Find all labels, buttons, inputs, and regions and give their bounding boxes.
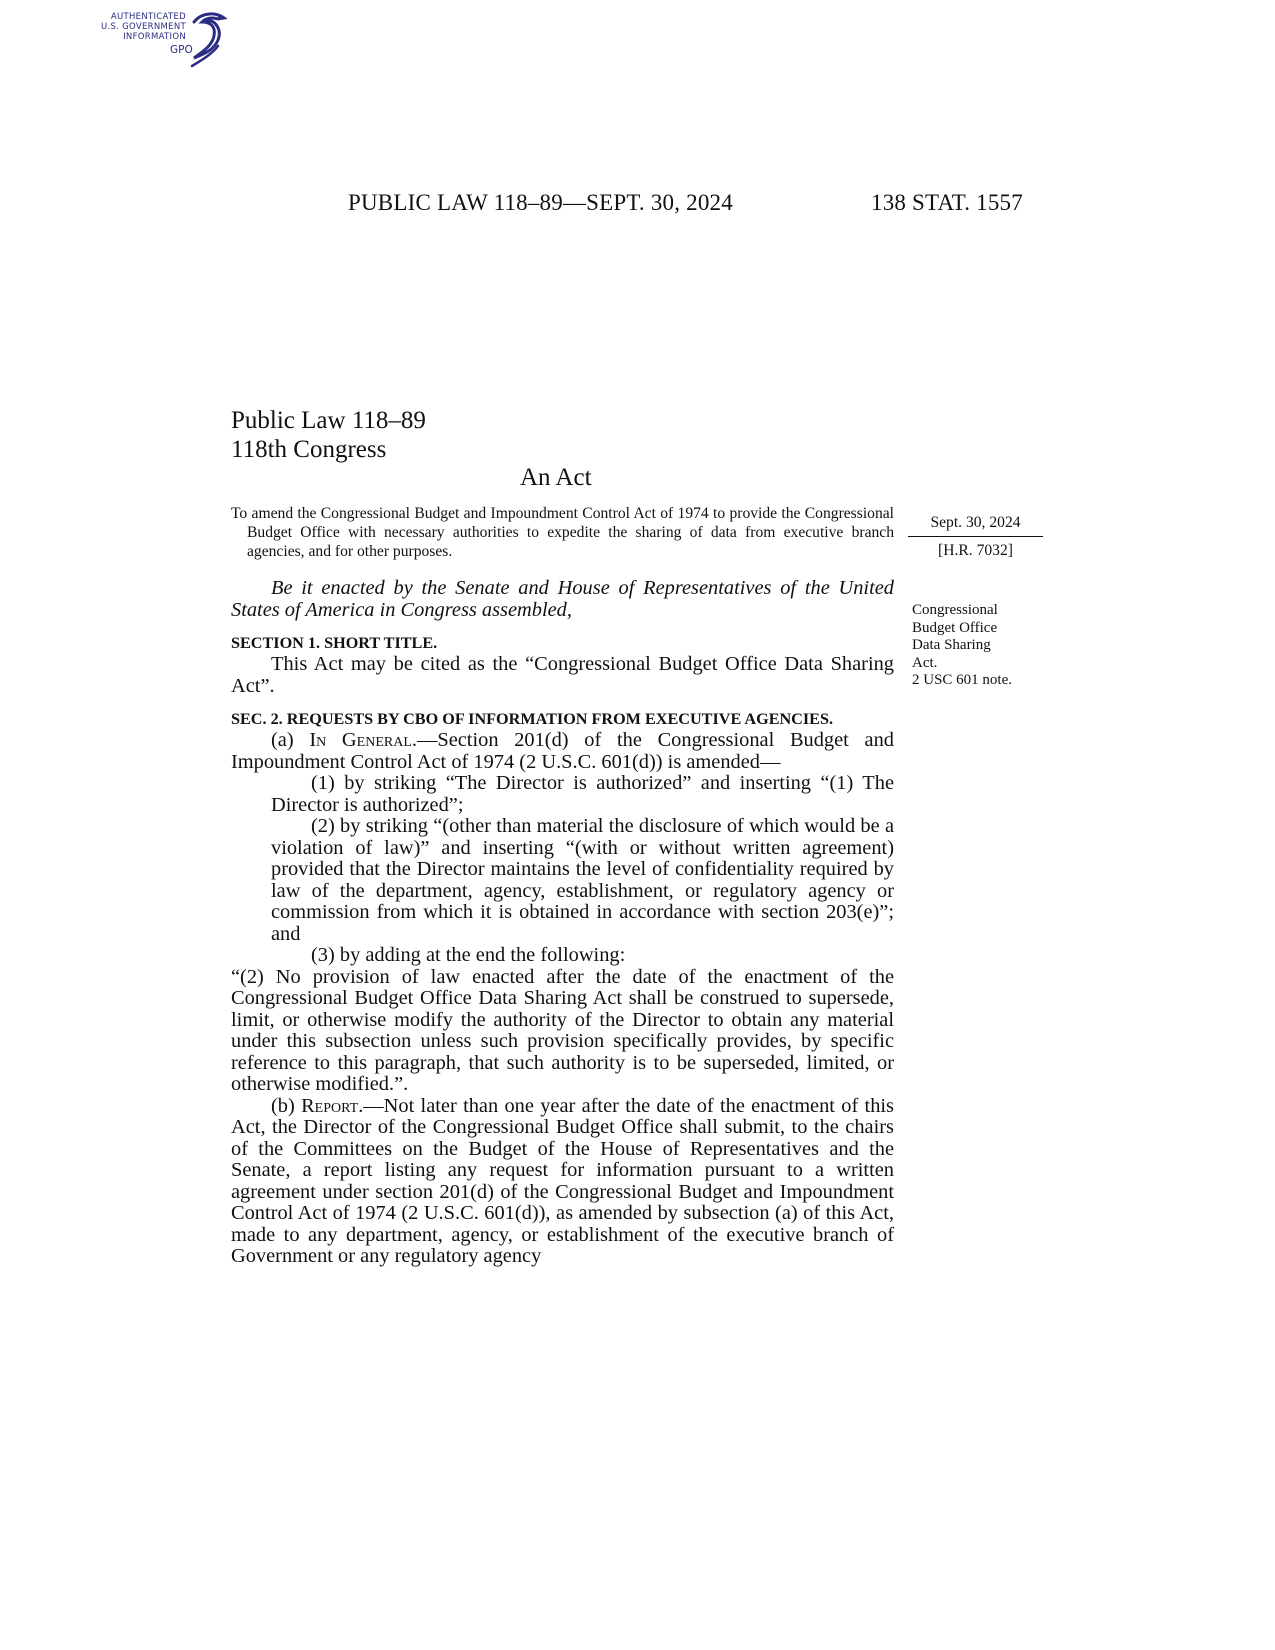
subsection-b-label: (b) bbox=[271, 1094, 302, 1117]
law-number: Public Law 118–89 bbox=[231, 407, 426, 434]
subsection-a-label: (a) bbox=[271, 729, 310, 751]
margin-note-line: Data Sharing bbox=[912, 637, 991, 653]
margin-citation: 2 USC 601 note. bbox=[912, 672, 1013, 688]
paragraph-1: (1) by striking “The Director is authorized” and inserting “(1) The Director is authorized”; bbox=[271, 772, 894, 816]
act-title: An Act bbox=[520, 464, 592, 491]
logo-line-3: INFORMATION bbox=[123, 32, 186, 42]
margin-note-line: Congressional bbox=[912, 602, 998, 618]
margin-note bbox=[912, 602, 1012, 690]
bill-number: [H.R. 7032] bbox=[938, 542, 1013, 559]
logo-line-1: AUTHENTICATED bbox=[110, 12, 186, 22]
congress-number: 118th Congress bbox=[231, 436, 387, 463]
subsection-a bbox=[231, 730, 894, 773]
section-1-text: This Act may be cited as the “Congressional Budget Office Data Sharing Act”. bbox=[231, 653, 894, 697]
subsection-b bbox=[231, 1096, 894, 1268]
margin-date-block bbox=[908, 514, 1043, 560]
quoted-amendment: “(2) No provision of law enacted after the date of the enactment of the Congressional Budget Office Data Sharing Act shall be construed to supersede, limit, or otherwise modify the authority of the Director to obtain any material under this subsection unless such provision specifically provides, by specific reference to this paragraph, that such authority is to be superseded, limited, or otherwise modified.”. bbox=[231, 965, 894, 1095]
law-body bbox=[231, 578, 894, 1268]
subsection-b-heading: Report bbox=[301, 1094, 359, 1117]
law-title-block bbox=[231, 406, 426, 464]
paragraph-2: (2) by striking “(other than material the disclosure of which would be a violation of law)” and inserting “(with or without written agreement) provided that the Director maintains the level of confidentiality required by law of the department, agency, establishment, or regulatory agency or commission from which it is obtained in accordance with section 203(e)”; and bbox=[271, 815, 894, 945]
purpose-text: To amend the Congressional Budget and Impoundment Control Act of 1974 to provide the Congressional Budget Office with necessary authorities to expedite the sharing of data from executive branch agencies, and for other purposes. bbox=[231, 505, 894, 560]
logo-mark: GPO bbox=[170, 44, 193, 56]
running-head-left: PUBLIC LAW 118–89—SEPT. 30, 2024 bbox=[348, 190, 733, 215]
enacting-clause: Be it enacted by the Senate and House of Representatives of the United States of America in Congress assembled, bbox=[231, 577, 894, 621]
logo-line-2: U.S. GOVERNMENT bbox=[100, 22, 186, 32]
purpose-clause bbox=[231, 504, 894, 561]
section-1-heading: SECTION 1. SHORT TITLE. bbox=[231, 634, 438, 652]
running-head-right: 138 STAT. 1557 bbox=[871, 190, 1023, 215]
approval-date: Sept. 30, 2024 bbox=[930, 514, 1021, 531]
subsection-b-text: .—Not later than one year after the date of the enactment of this Act, the Director of the Congressional Budget Office shall submit, to the chairs of the Committees on the Budget of the House of Representatives and the Senate, a report listing any request for information pursuant to a written agreement under section 201(d) of the Congressional Budget and Impoundment Control Act of 1974 (2 U.S.C. 601(d)), as amended by subsection (a) of this Act, made to any department, agency, or establishment of the executive branch of Government or any regulatory agency bbox=[231, 1094, 894, 1267]
eagle-icon bbox=[184, 10, 230, 74]
margin-note-line: Act. bbox=[912, 654, 938, 671]
margin-note-line: Budget Office bbox=[912, 619, 998, 636]
margin-rule bbox=[908, 536, 1043, 537]
subsection-a-heading: In General bbox=[309, 729, 412, 751]
gpo-authentication-logo bbox=[90, 8, 230, 76]
paragraph-3: (3) by adding at the end the following: bbox=[311, 944, 626, 966]
subsection-a-text: .—Section 201(d) of the Congressional Budget and Impoundment Control Act of 1974 (2 U.S.C. 601(d)) is amended— bbox=[231, 729, 894, 773]
section-2-heading: SEC. 2. REQUESTS BY CBO OF INFORMATION FROM EXECUTIVE AGENCIES. bbox=[231, 710, 834, 728]
